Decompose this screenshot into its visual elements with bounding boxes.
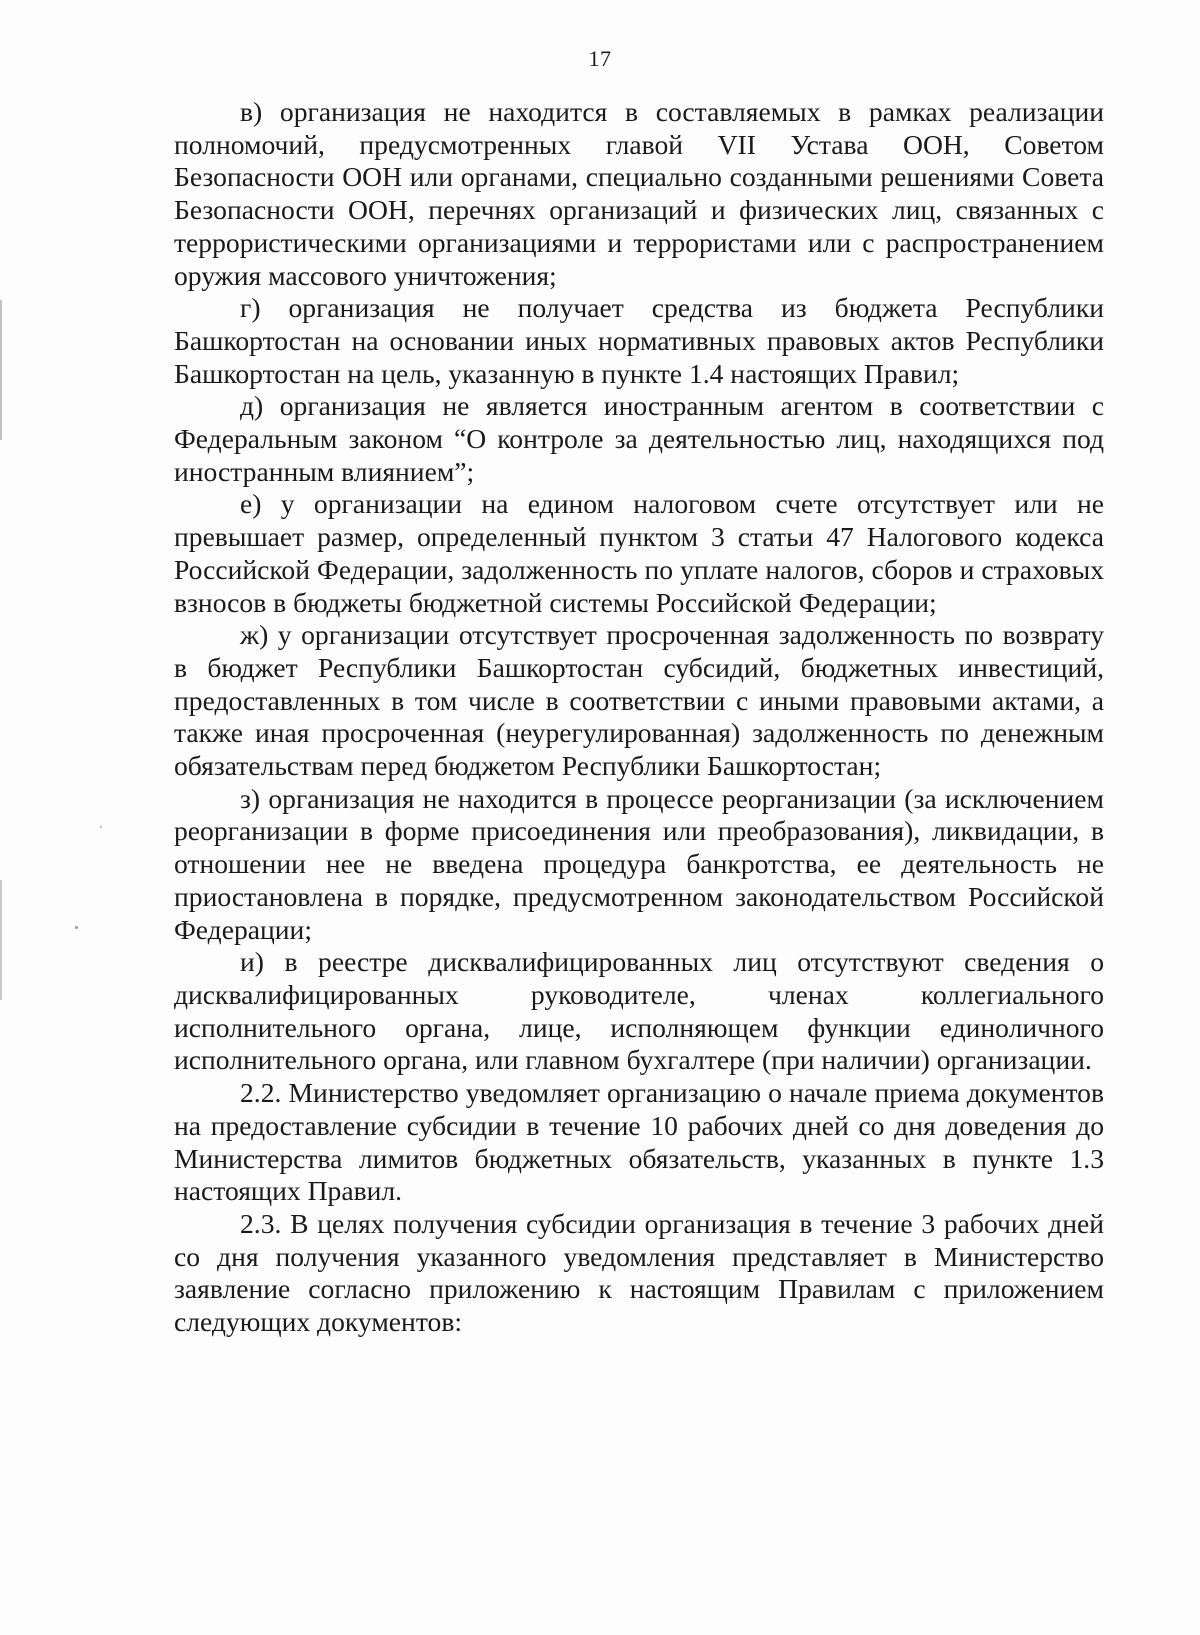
paragraph-item-z: з) организация не находится в процессе реорганизации (за исключением реорганизации в форме присоединения или преобразования), ликвидации, в отношении нее не введена процедура банкротства, ее деятельность не приостановлена в порядке, предусмотренном законодательством Российской Федерации; xyxy=(174,782,1104,945)
paragraph-item-zh: ж) у организации отсутствует просроченная задолженность по возврату в бюджет Республики Башкортостан субсидий, бюджетных инвестиций, предоставленных в том числе в соответствии с иными правовыми актами, а также иная просроченная (неурегулированная) задолженность по денежным обязательствам перед бюджетом Республики Башкортостан; xyxy=(174,619,1104,782)
scan-edge-mark xyxy=(0,880,2,1000)
document-body xyxy=(174,96,1104,1339)
scan-speck xyxy=(75,926,78,929)
paragraph-2-3: 2.3. В целях получения субсидии организация в течение 3 рабочих дней со дня получения указанного уведомления представляет в Министерство заявление согласно приложению к настоящим Правилам с приложением следующих документов: xyxy=(174,1207,1104,1338)
paragraph-item-d: д) организация не является иностранным агентом в соответствии с Федеральным законом “О контроле за деятельностью лиц, находящихся под иностранным влиянием”; xyxy=(174,390,1104,487)
paragraph-item-v: в) организация не находится в составляемых в рамках реализации полномочий, предусмотренных главой VII Устава ООН, Советом Безопасности ООН или органами, специально созданными решениями Совета Безопасности ООН, перечнях организаций и физических лиц, связанных с террористическими организациями и террористами или с распространением оружия массового уничтожения; xyxy=(174,96,1104,291)
page-number: 17 xyxy=(588,46,612,71)
paragraph-item-e: е) у организации на едином налоговом счете отсутствует или не превышает размер, определенный пунктом 3 статьи 47 Налогового кодекса Российской Федерации, задолженность по уплате налогов, сборов и страховых взносов в бюджеты бюджетной системы Российской Федерации; xyxy=(174,488,1104,618)
scan-edge-mark xyxy=(0,300,2,440)
paragraph-2-2: 2.2. Министерство уведомляет организацию о начале приема документов на предоставление субсидии в течение 10 рабочих дней со дня доведения до Министерства лимитов бюджетных обязательств, указанных в пункте 1.3 настоящих Правил. xyxy=(174,1077,1104,1207)
paragraph-item-i: и) в реестре дисквалифицированных лиц отсутствуют сведения о дисквалифицированных руководителе, членах коллегиального исполнительного органа, лице, исполняющем функции единоличного исполнительного органа, или главном бухгалтере (при наличии) организации. xyxy=(174,946,1104,1076)
paragraph-item-g: г) организация не получает средства из бюджета Республики Башкортостан на основании иных нормативных правовых актов Республики Башкортостан на цель, указанную в пункте 1.4 настоящих Правил; xyxy=(174,292,1104,389)
scan-speck xyxy=(100,826,102,828)
